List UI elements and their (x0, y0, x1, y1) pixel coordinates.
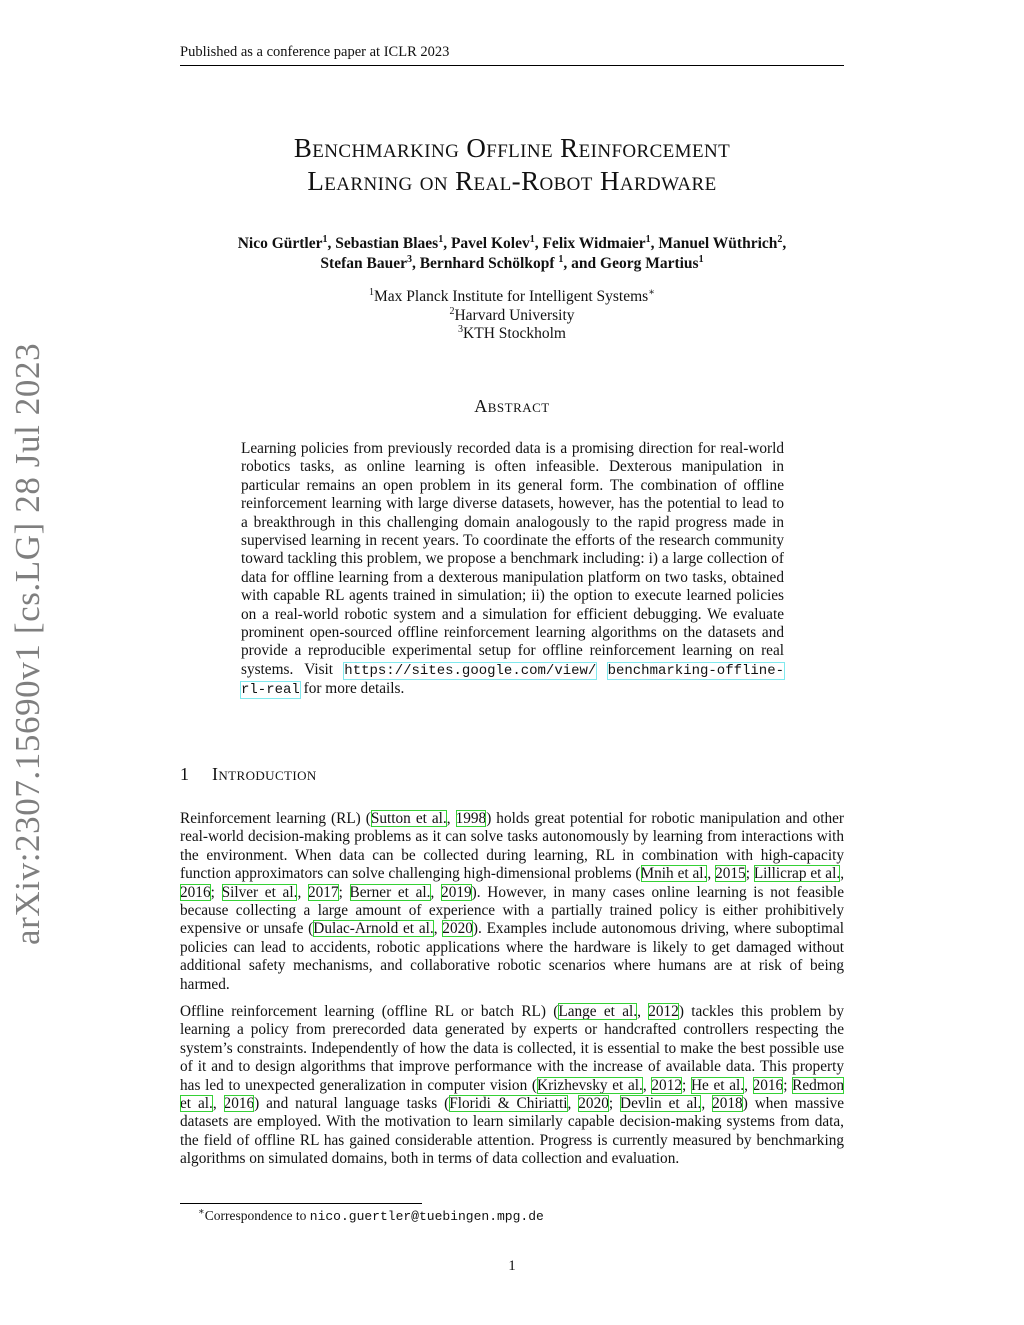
page-number: 1 (508, 1258, 516, 1274)
citation-link[interactable]: 2016 (752, 1076, 784, 1094)
citation-link[interactable]: 2018 (712, 1095, 743, 1113)
citation-link[interactable]: Dulac-Arnold et al. (313, 920, 434, 938)
author-line-2: Stefan Bauer$^3$, Bernhard Schölkopf $^1$, and Georg Martius$^1$ (320, 253, 704, 272)
affiliation-mark: 1 (322, 233, 328, 245)
author-name: Stefan Bauer (320, 255, 407, 272)
affiliations (180, 288, 844, 344)
citation-link[interactable]: Silver et al. (221, 883, 298, 901)
affiliation-mark: 1 (558, 253, 564, 265)
affiliation-2: $^2$Harvard University (449, 305, 575, 324)
affiliation-mark: 1 (438, 233, 444, 245)
citation-link[interactable]: Berner et al. (349, 883, 431, 901)
project-url-link-part-1[interactable]: https://sites.google.com/view/ (344, 662, 597, 679)
author-name: Sebastian Blaes (335, 235, 439, 252)
author-name: Bernhard Schölkopf (419, 255, 555, 272)
intro-paragraph-2: Offline reinforcement learning (offline RL or batch RL) (Lange et al., 2012) tackles this problem by learning a policy from prerecorded data generated by experts or handcrafted controllers respecting the system’s constraints. Independently of how the data is collected, it is essential to make the best possible use of it and to design algorithms that improve performance with the increase of available data. This property has led to unexpected generalization in computer vision (Krizhevsky et al., 2012; He et al., 2016; Redmon et al., 2016) and natural language tasks (Floridi & Chiriatti, 2020; Devlin et al., 2018) when massive datasets are employed. With the motivation to learn similarly capable decision-making systems from data, the field of offline RL has gained considerable attention. Progress is currently measured by benchmarking algorithms on simulated domains, both in terms of data collection and evaluation. (180, 1003, 845, 1168)
arxiv-identifier-stamp[interactable]: arXiv:2307.15690v1 [cs.LG] 28 Jul 2023 (8, 342, 47, 945)
citation-link[interactable]: 1998 (455, 810, 487, 827)
citation-link[interactable]: Krizhevsky et al. (537, 1076, 643, 1094)
author-name: Felix Widmaier (542, 235, 646, 252)
section-title: Introduction (212, 764, 317, 784)
citation-link[interactable]: 2017 (307, 883, 339, 901)
affiliation-mark: 2 (777, 233, 783, 245)
citation-link[interactable]: 2016 (223, 1095, 255, 1113)
author-name: Nico Gürtler (237, 235, 323, 252)
project-url-link-part-2[interactable]: benchmarking-offline-rl-real (241, 662, 785, 699)
footnote-text: Correspondence to (204, 1208, 310, 1223)
citation-link[interactable]: 2012 (651, 1076, 682, 1094)
affiliation-mark: 1 (698, 253, 704, 265)
footnote-divider (180, 1203, 422, 1204)
affiliation-1: $^1$Max Planck Institute for Intelligent Systems∗ (368, 286, 656, 305)
affiliation-mark: 1 (645, 233, 651, 245)
abstract-heading: Abstract (474, 396, 550, 416)
correspondence-email[interactable]: nico.guertler@tuebingen.mpg.de (309, 1209, 544, 1224)
citation-link[interactable]: He et al. (690, 1076, 745, 1094)
footnote-mark: ∗ (648, 286, 656, 298)
affiliation-mark: 3 (406, 253, 412, 265)
citation-link[interactable]: Sutton et al. (370, 810, 447, 827)
citation-link[interactable]: 2020 (578, 1095, 609, 1113)
running-header: Published as a conference paper at ICLR 2023 (180, 44, 844, 66)
citation-link[interactable]: Mnih et al. (640, 865, 708, 883)
title-line-2: Learning on Real-Robot Hardware (307, 166, 717, 196)
citation-link[interactable]: Devlin et al. (620, 1095, 702, 1113)
abstract-text: Learning policies from previously recorded data is a promising direction for real-world robotics tasks, as online learning is often infeasible. Dexterous manipulation in particular remains an open problem in its general form. The combination of offline reinforcement learning with large diverse datasets, however, has the potential to lead to a breakthrough in this challenging domain analogously to the rapid progress made in supervised learning in recent years. To coordinate the efforts of the research community toward tackling this problem, we propose a benchmark including: i) a large collection of data for offline learning from a dexterous manipulation platform on two tasks, obtained with capable RL agents trained in simulation; ii) the option to execute learned policies on a real-world robotic system and a simulation for efficient debugging. We evaluate prominent open-sourced offline reinforcement learning algorithms on the datasets and provide a reproducible experimental setup for offline reinforcement learning on real systems. Visit (241, 440, 784, 678)
citation-link[interactable]: 2020 (442, 920, 473, 938)
abstract-ending: for more details. (299, 680, 405, 698)
citation-link[interactable]: 2016 (180, 883, 211, 901)
citation-link[interactable]: Lange et al. (558, 1003, 638, 1020)
abstract-body (241, 440, 784, 700)
citation-link[interactable]: 2012 (648, 1003, 679, 1020)
intro-paragraph-1: Reinforcement learning (RL) (Sutton et al., 1998) holds great potential for robotic manipulation and other real-world decision-making problems as it can solve tasks autonomously by learning from interactions with the environment. When data can be collected during learning, RL in combination with high-capacity function approximators can solve challenging high-dimensional problems (Mnih et al., 2015; Lillicrap et al., 2016; Silver et al., 2017; Berner et al., 2019). However, in many cases online learning is not feasible because collecting a large amount of experience with a partially trained policy is either prohibitively expensive or unsafe (Dulac-Arnold et al., 2020). Examples include autonomous driving, where suboptimal policies can lead to accidents, robotic applications where the hardware is likely to get damaged without additional safety mechanisms, and collaborative robotic scenarios where humans are at risk of being harmed. (180, 810, 845, 993)
author-name: and Georg Martius (571, 255, 699, 272)
section-heading-introduction (180, 764, 844, 785)
affiliation-mark: 1 (529, 233, 535, 245)
author-name: Manuel Wüthrich (658, 235, 778, 252)
footnote-mark: ∗ (198, 1206, 205, 1218)
footnote (198, 1208, 838, 1224)
paper-title (180, 132, 844, 198)
author-list (180, 234, 844, 274)
affiliation-3: $^3$KTH Stockholm (458, 323, 566, 342)
author-line-1: Nico Gürtler$^1$, Sebastian Blaes$^1$, Pavel Kolev$^1$, Felix Widmaier$^1$, Manuel Wüthrich$^2$, (237, 233, 787, 252)
title-line-1: Benchmarking Offline Reinforcement (293, 133, 731, 163)
citation-link[interactable]: Redmon et al. (180, 1076, 844, 1113)
citation-link[interactable]: Lillicrap et al. (753, 865, 841, 883)
citation-link[interactable]: 2019 (441, 883, 472, 901)
citation-link[interactable]: Floridi & Chiriatti (449, 1095, 568, 1113)
citation-link[interactable]: 2015 (715, 865, 746, 883)
author-name: Pavel Kolev (450, 235, 530, 252)
section-number: 1 (180, 764, 190, 784)
